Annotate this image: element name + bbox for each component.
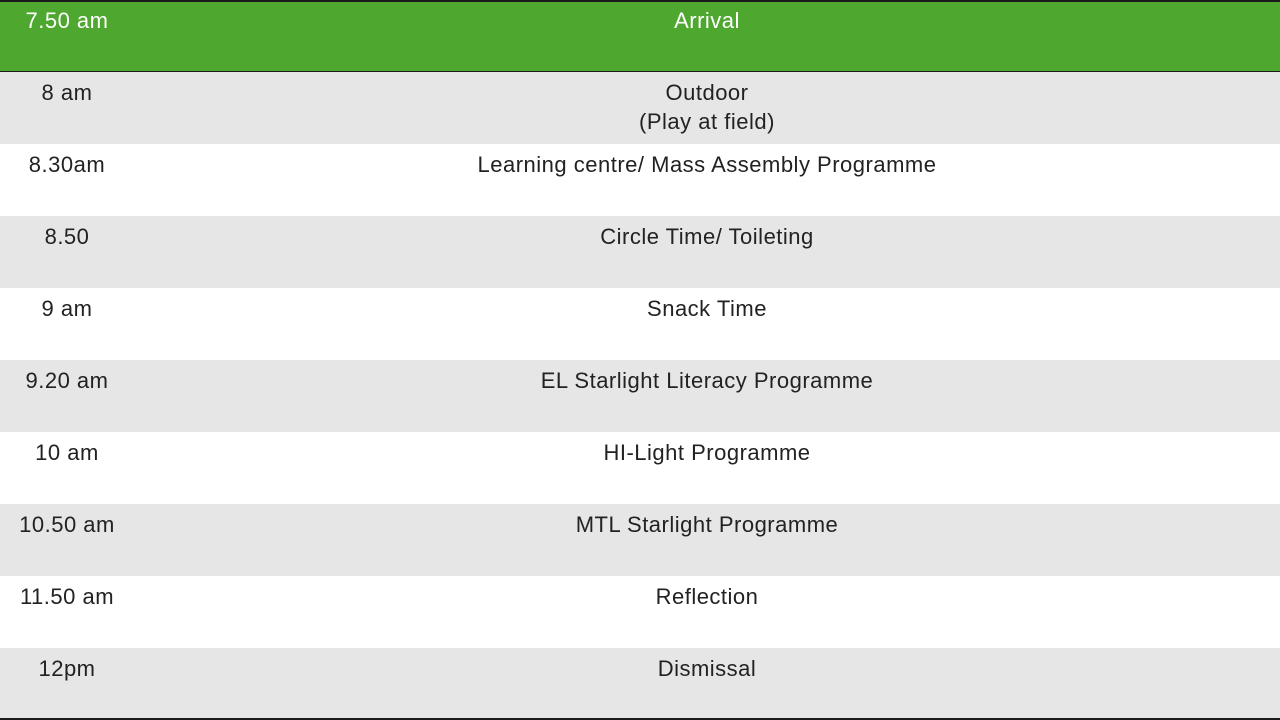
row-time: 12pm [38,656,96,681]
row-time: 11.50 am [19,584,115,609]
table-row [0,360,1280,432]
row-time: 8.30am [28,152,106,177]
row-time: 10.50 am [19,512,115,537]
header-activity: Arrival [674,8,740,33]
row-time: 8 am [41,80,93,105]
row-activity: EL Starlight Literacy Programme [540,368,874,393]
row-time: 10 am [35,440,99,465]
table-row [0,288,1280,360]
row-time: 9.20 am [25,368,109,393]
table-row [0,648,1280,718]
table-row [0,576,1280,648]
table-row [0,432,1280,504]
row-activity: Snack Time [647,296,767,321]
row-activity: MTL Starlight Programme [575,512,839,537]
row-activity: Outdoor (Play at field) [639,80,775,134]
row-time: 8.50 [44,224,90,249]
table-row [0,144,1280,216]
table-row [0,216,1280,288]
row-activity: Circle Time/ Toileting [600,224,814,249]
table-row [0,72,1280,144]
row-activity: Learning centre/ Mass Assembly Programme [477,152,937,177]
header-row [0,0,1280,73]
row-time: 9 am [41,296,93,321]
row-activity: Reflection [655,584,759,609]
row-activity: HI-Light Programme [603,440,811,465]
row-activity: Dismissal [657,656,757,681]
table-row [0,504,1280,576]
header-time: 7.50 am [25,8,109,33]
